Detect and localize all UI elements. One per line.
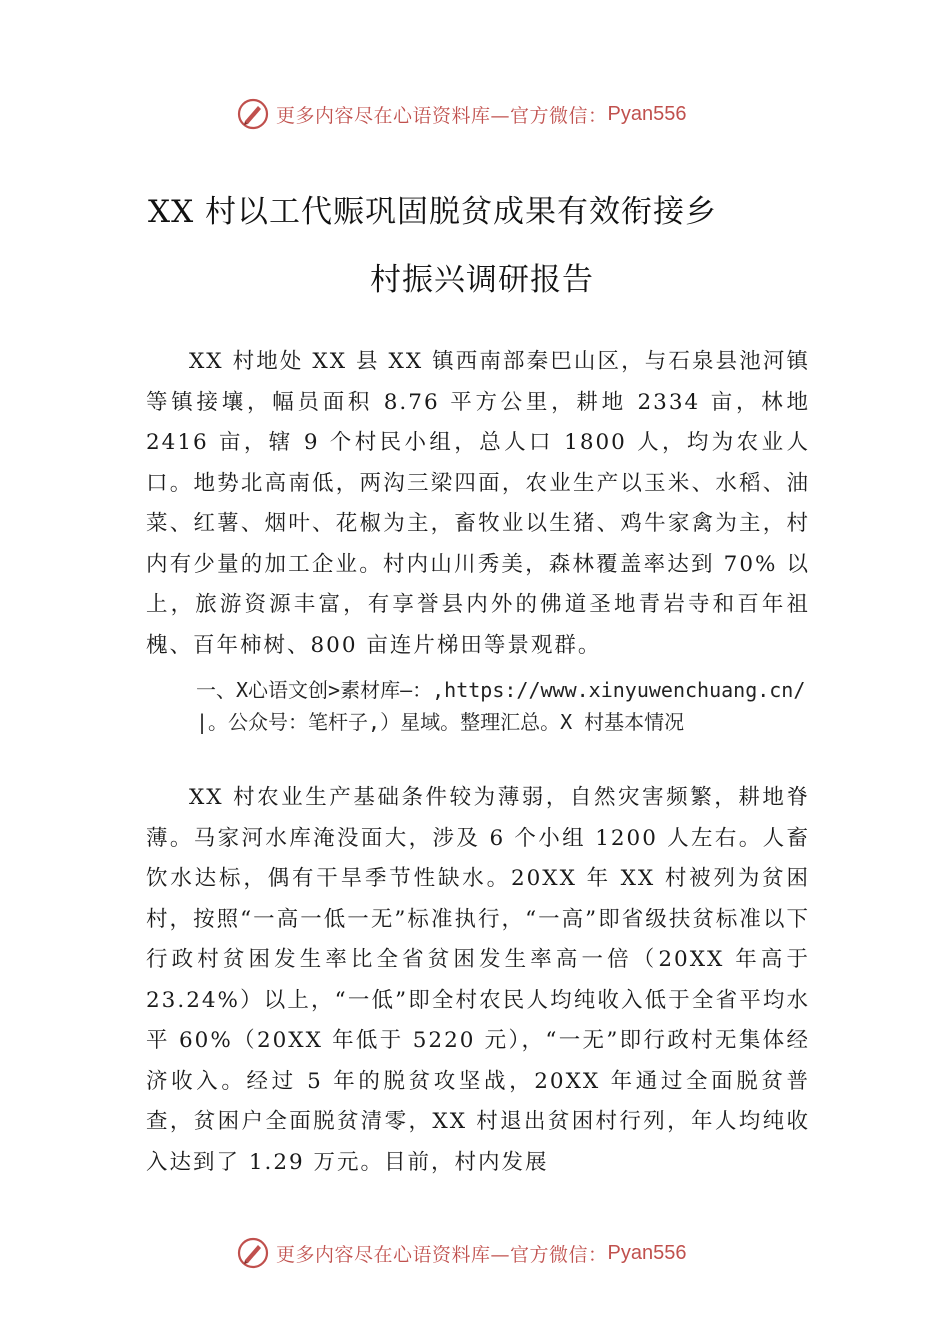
document-title-line-1: XX 村以工代赈巩固脱贫成果有效衔接乡 [148,194,717,230]
paragraph-overview: XX 村地处 XX 县 XX 镇西南部秦巴山区，与石泉县池河镇等镇接壤，幅员面积 8.76 平方公里，耕地 2334 亩，林地 2416 亩，辖 9 个村民小组，总人口 1800 人，均为农业人口。地势北高南低，两沟三梁四面，农业生产以玉米、水稻、油菜、红薯、烟叶、花椒为主，畜牧业以生猪、鸡牛家禽为主，村内有少量的加工企业。村内山川秀美，森林覆盖率达到 70% 以上，旅游资源丰富，有享誉县内外的佛道圣地青岩寺和百年祖槐、百年柿树、800 亩连片梯田等景观群。 [146,349,810,658]
banner-text: 更多内容尽在心语资料库—官方微信： [276,104,608,127]
pen-logo-icon [236,97,270,131]
banner-text: 更多内容尽在心语资料库—官方微信： [276,1243,608,1266]
document-title-line-2: 村振兴调研报告 [370,262,594,298]
section-heading: 一、X心语文创>素材库—：,https://www.xinyuwenchuang.cn/|。公众号：笔杆子,）星域。整理汇总。X 村基本情况 [196,678,806,734]
banner-wechat-id: Pyan556 [607,102,687,125]
banner-wechat-id: Pyan556 [607,1241,687,1264]
paragraph-basic-situation: XX 村农业生产基础条件较为薄弱，自然灾害频繁，耕地脊薄。马家河水库淹没面大，涉及 6 个小组 1200 人左右。人畜饮水达标，偶有干旱季节性缺水。20XX 年 XX 村被列为贫困村，按照“一高一低一无”标准执行，“一高”即省级扶贫标准以下行政村贫困发生率比全省贫困发生率高一倍（20XX 年高于 23.24%）以上，“一低”即全村农民人均纯收入低于全省平均水平 60%（20XX 年低于 5220 元），“一无”即行政村无集体经济收入。经过 5 年的脱贫攻坚战，20XX 年通过全面脱贫普查，贫困户全面脱贫清零，XX 村退出贫困村行列，年人均纯收入达到了 1.29 万元。目前，村内发展 [146,785,810,1175]
footer-watermark-banner [236,1233,756,1273]
header-watermark-banner [236,94,756,134]
pen-logo-icon [236,1236,270,1270]
